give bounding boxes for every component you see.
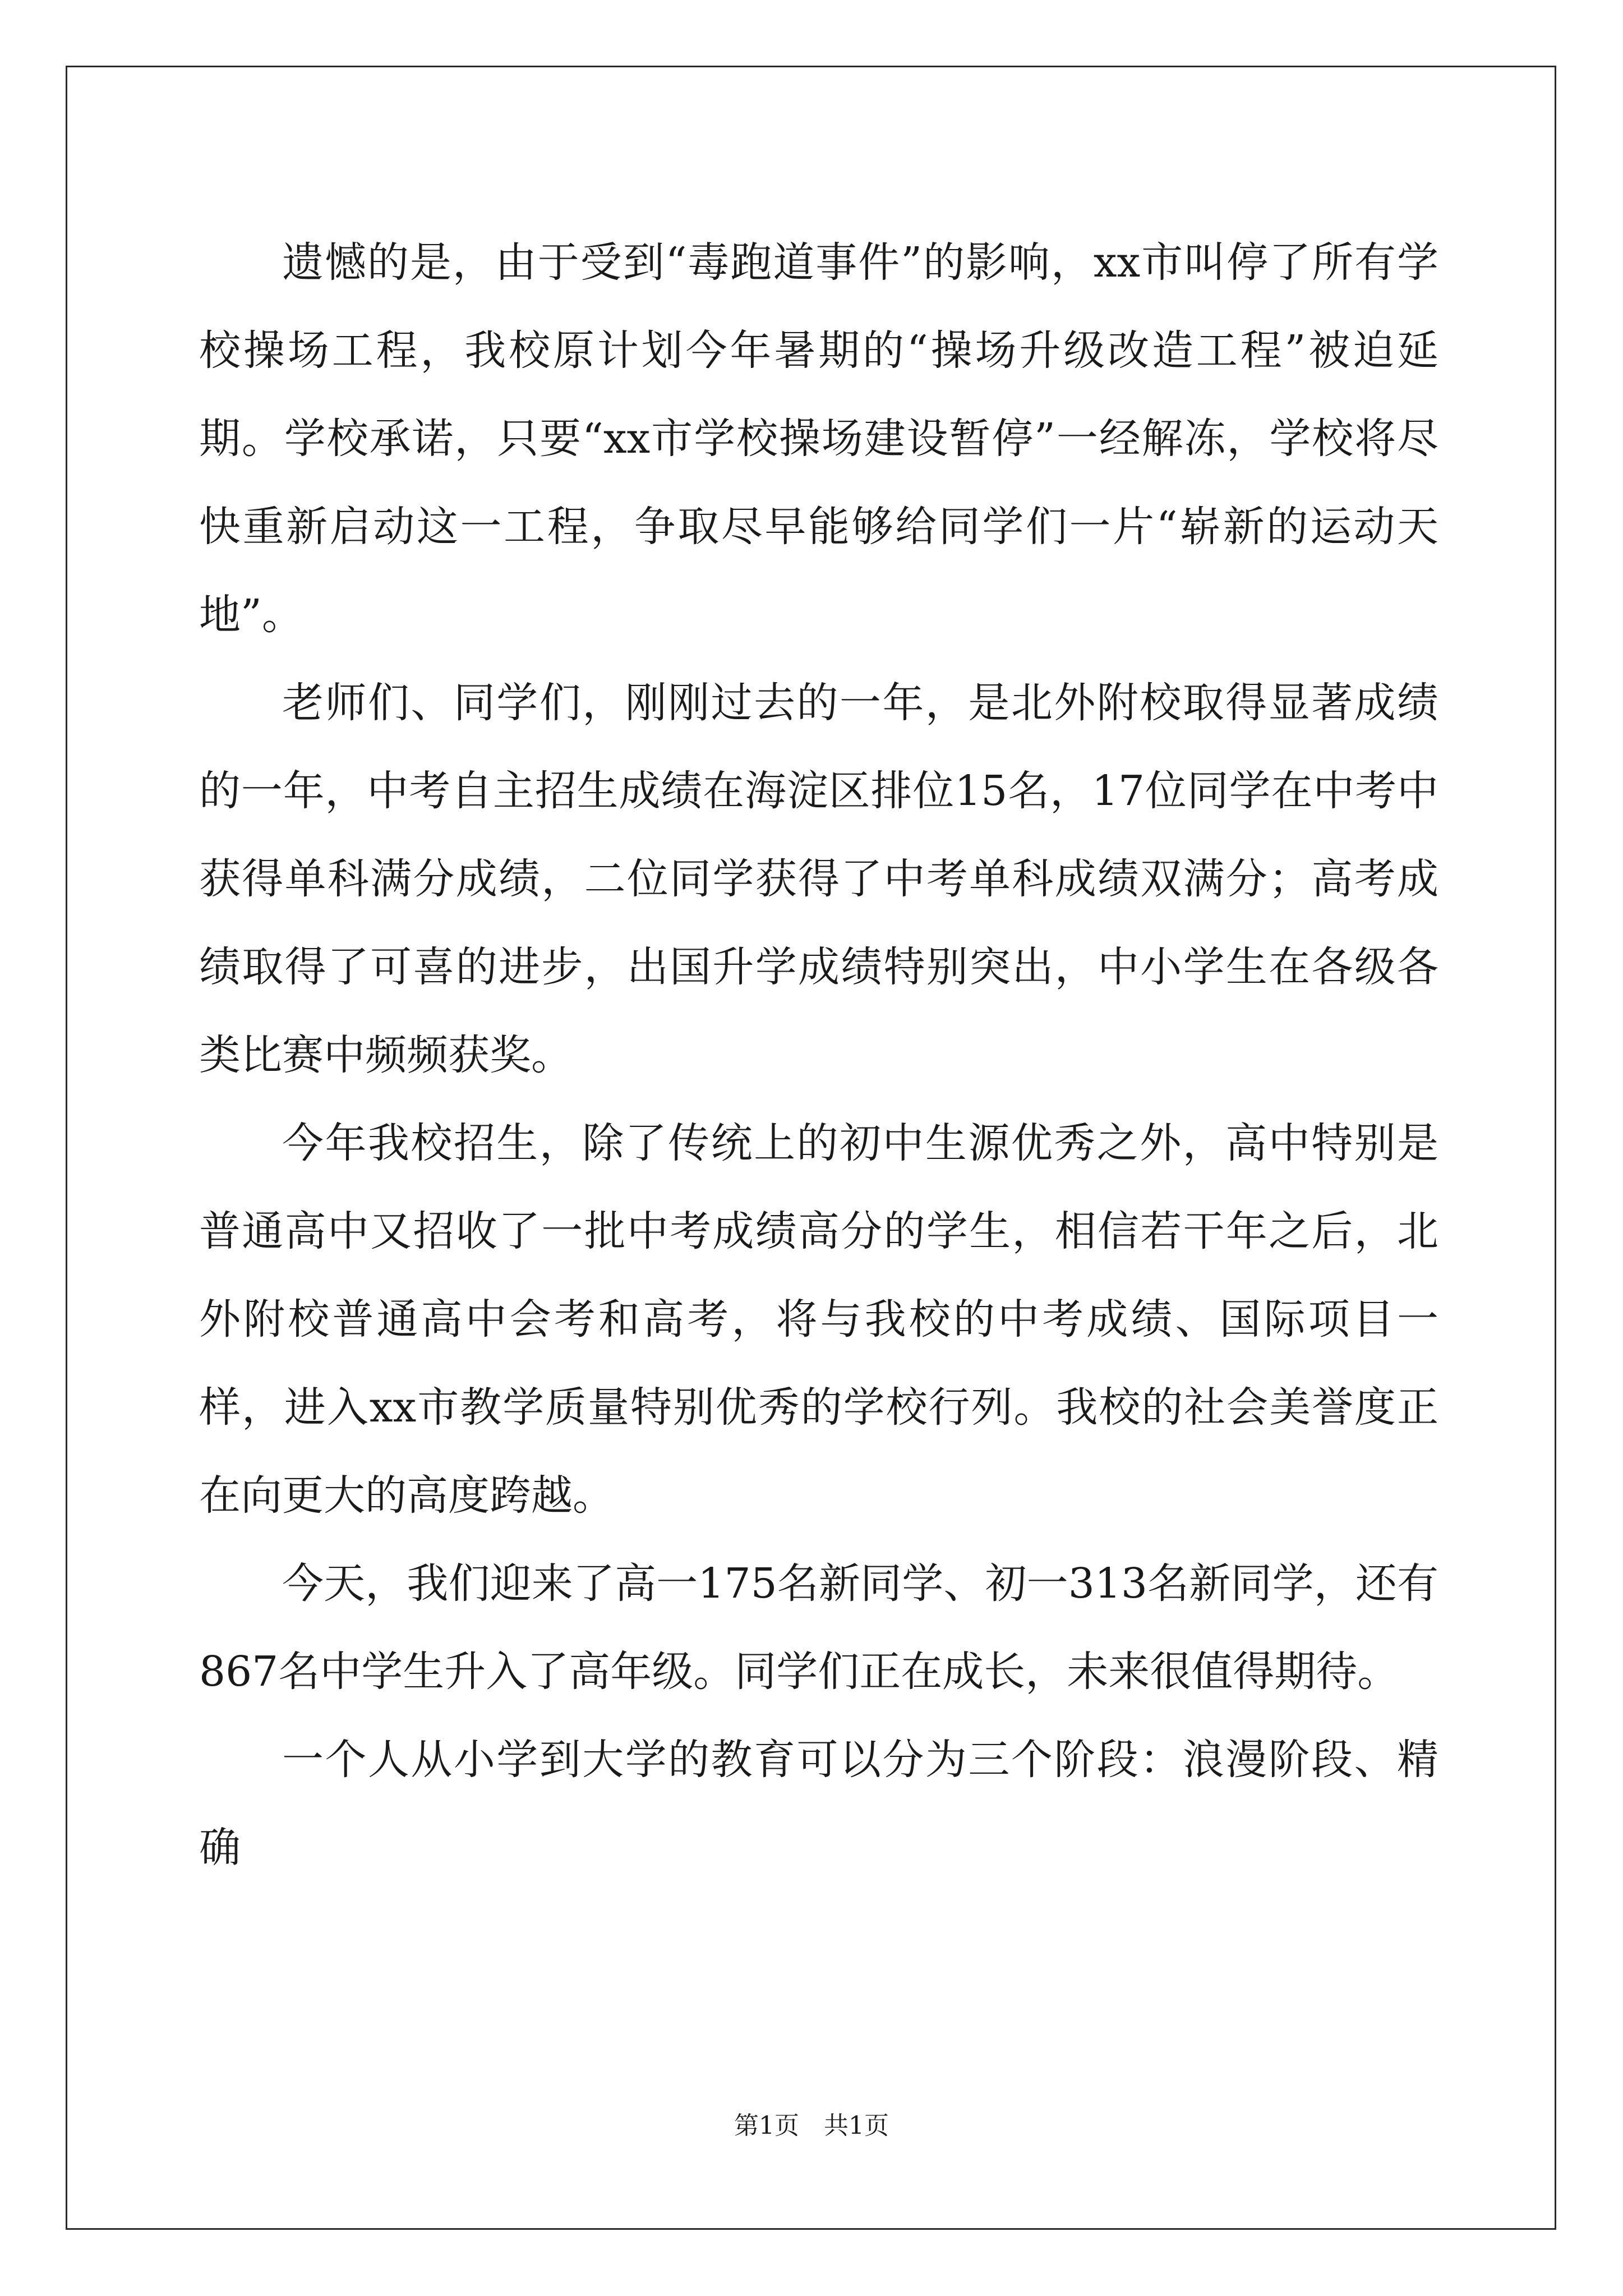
paragraph: 今天，我们迎来了高一175名新同学、初一313名新同学，还有867名中学生升入了高年级。同学们正在成长，未来很值得期待。: [199, 1559, 1438, 1696]
page-total: 共1页: [824, 2111, 889, 2140]
document-body: [199, 219, 1438, 1892]
page-number: 第1页: [734, 2111, 799, 2140]
paragraph: 今年我校招生，除了传统上的初中生源优秀之外，高中特别是普通高中又招收了一批中考成绩高分的学生，相信若干年之后，北外附校普通高中会考和高考，将与我校的中考成绩、国际项目一样，进入xx市教学质量特别优秀的学校行列。我校的社会美誉度正在向更大的高度跨越。: [199, 1119, 1438, 1520]
paragraph: 一个人从小学到大学的教育可以分为三个阶段：浪漫阶段、精确: [199, 1736, 1438, 1872]
paragraph: 老师们、同学们，刚刚过去的一年，是北外附校取得显著成绩的一年，中考自主招生成绩在海淀区排位15名，17位同学在中考中获得单科满分成绩，二位同学获得了中考单科成绩双满分；高考成绩取得了可喜的进步，出国升学成绩特别突出，中小学生在各级各类比赛中频频获奖。: [199, 679, 1438, 1079]
page-footer: [0, 2109, 1623, 2143]
paragraph: 遗憾的是，由于受到“毒跑道事件”的影响，xx市叫停了所有学校操场工程，我校原计划今年暑期的“操场升级改造工程”被迫延期。学校承诺，只要“xx市学校操场建设暂停”一经解冻，学校将尽快重新启动这一工程，争取尽早能够给同学们一片“崭新的运动天地”。: [199, 238, 1438, 639]
